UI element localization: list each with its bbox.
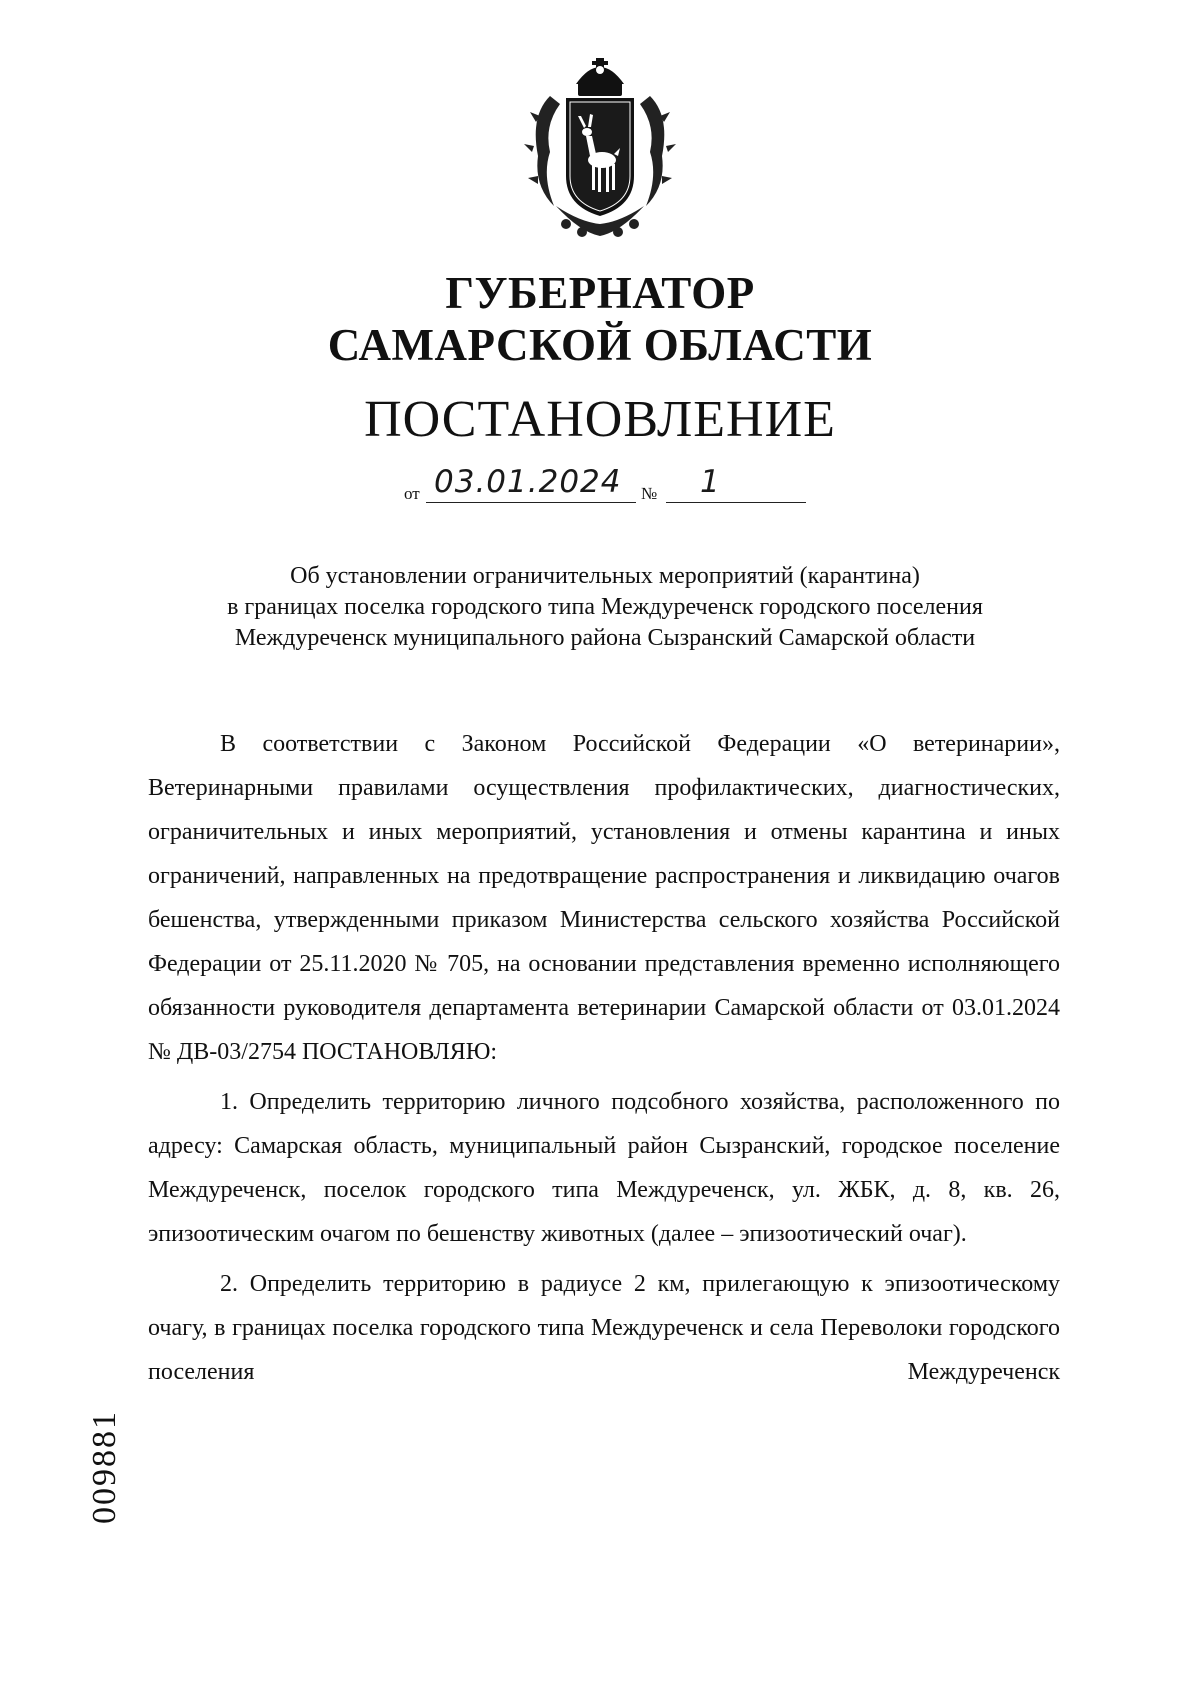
preamble-paragraph: В соответствии с Законом Российской Федерации «О ветеринарии», Ветеринарными правилами осуществления профилактических, диагностических, ограничительных и иных мероприятий, установления и отмены карантина и иных ограничений, направленных на предотвращение распространения и ликвидацию очагов бешенства, утвержденными приказом Министерства сельского хозяйства Российской Федерации от 25.11.2020 № 705, на основании представления временно исполняющего обязанности руководителя департамента ветеринарии Самарской области от 03.01.2024 № ДВ-03/2754 ПОСТАНОВЛЯЮ: xyxy=(148,731,1060,1065)
authority-title-line2: САМАРСКОЙ ОБЛАСТИ xyxy=(327,320,873,370)
date-from-label: от xyxy=(404,484,420,503)
document-type: ПОСТАНОВЛЕНИЕ xyxy=(364,391,836,448)
date-underline xyxy=(426,502,636,503)
registration-number xyxy=(85,1392,125,1542)
date-number-line xyxy=(404,462,824,510)
clause-2: 2. Определить территорию в радиусе 2 км, прилегающую к эпизоотическому очагу, в границах поселка городского типа Междуреченск и села Переволоки городского поселения Междуреченск xyxy=(148,1271,1060,1385)
document-body xyxy=(148,722,1060,1400)
authority-title-line1: ГУБЕРНАТОР xyxy=(445,268,755,318)
subject-line: Междуреченск муниципального района Сызранский Самарской области xyxy=(234,625,976,651)
document-subject xyxy=(140,561,1070,654)
handwritten-number: 1 xyxy=(700,464,721,500)
subject-line: Об установлении ограничительных мероприятий (карантина) xyxy=(290,563,920,589)
coat-of-arms-icon xyxy=(520,56,680,242)
handwritten-date: 03.01.2024 xyxy=(434,464,622,500)
clause-1: 1. Определить территорию личного подсобного хозяйства, расположенного по адресу: Самарская область, муниципальный район Сызранский, городское поселение Междуреченск, поселок городского типа Междуреченск, ул. ЖБК, д. 8, кв. 26, эпизоотическим очагом по бешенству животных (далее – эпизоотический очаг). xyxy=(148,1089,1060,1247)
number-underline xyxy=(666,502,806,503)
number-label: № xyxy=(641,484,658,503)
registration-number-text: 009881 xyxy=(86,1410,123,1524)
subject-line: в границах поселка городского типа Междуреченск городского поселения xyxy=(227,594,983,620)
